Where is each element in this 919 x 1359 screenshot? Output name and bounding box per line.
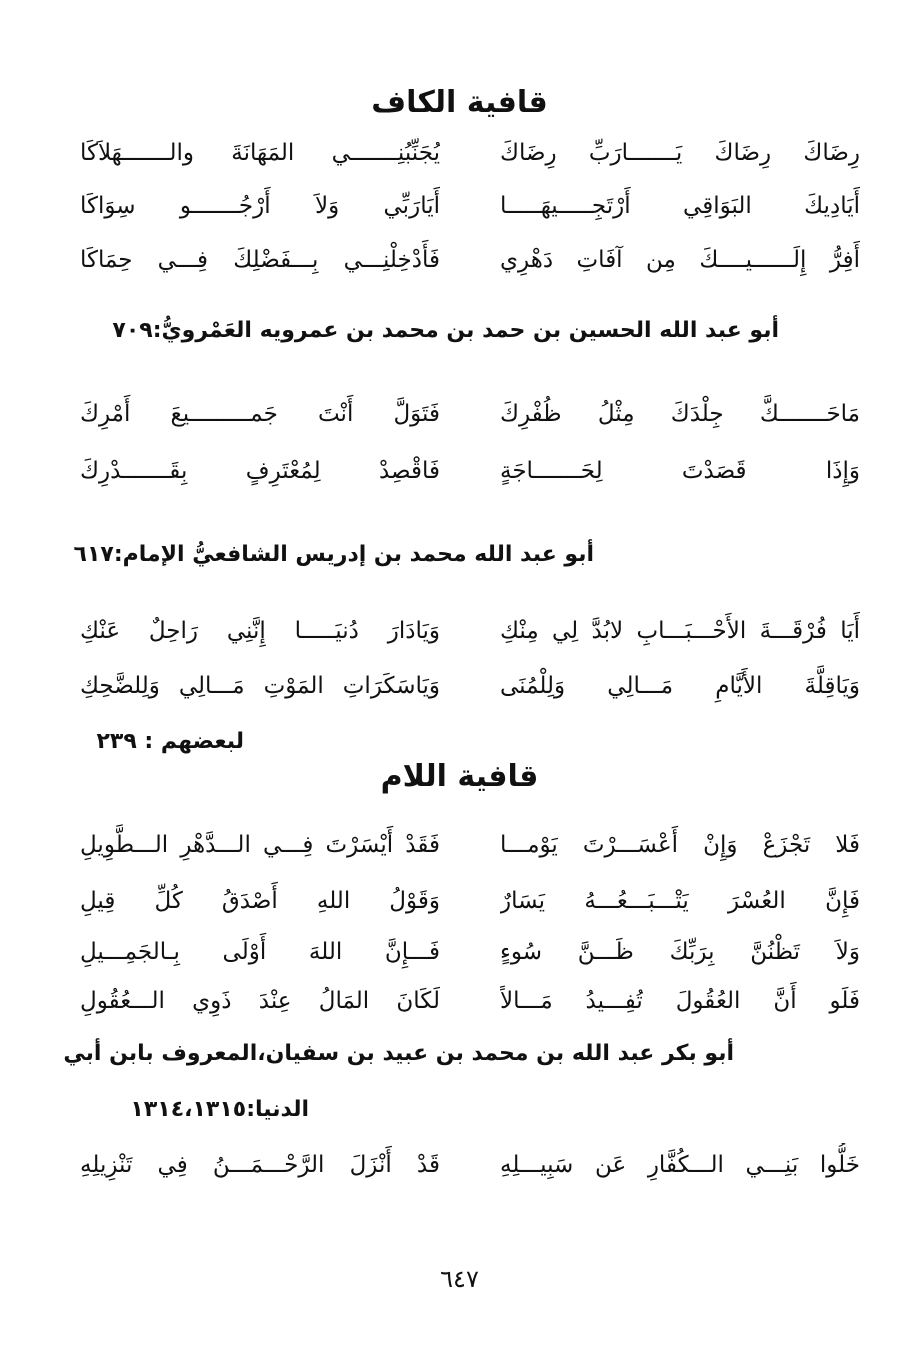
verse-second-hemistich: يُجَنِّبُنِـــــــي المَهَانَةَ والـــــــهَلاَكَا	[80, 140, 440, 166]
poet-heading-shafii: أبو عبد الله محمد بن إدريس الشافعيُّ الإمام:٦١٧	[73, 542, 594, 567]
verse-first-hemistich: أَيَا فُرْقَـــةَ الأَحْـــبَـــابِ لابُدَّ لِي مِنْكِ	[500, 618, 860, 644]
verse-row	[80, 238, 860, 282]
verse-second-hemistich: فَأَدْخِلْنِـــي بِـــفَضْلِكَ فِـــي حِمَاكَا	[80, 247, 440, 273]
verse-row	[80, 609, 860, 653]
poet-heading-ibn-abi-dunya: أبو بكر عبد الله بن محمد بن عبيد بن سفيان،المعروف بابن أبي	[63, 1041, 734, 1066]
verse-second-hemistich: وَقَوْلُ اللهِ أَصْدَقُ كُلِّ قِيلِ	[80, 888, 440, 914]
verse-first-hemistich: فَلا تَجْزَعْ وَإِنْ أَعْسَـــرْتَ يَوْمـــا	[500, 832, 860, 858]
verse-row	[80, 930, 860, 974]
verse-row	[80, 392, 860, 436]
verse-second-hemistich: فَتَوَلَّ أَنْتَ جَمـــــــــيعَ أَمْرِكَ	[80, 401, 440, 427]
verse-second-hemistich: قَدْ أَنْزَلَ الرَّحْـــمَـــنُ فِي تَنْزِيلِهِ	[80, 1152, 440, 1178]
verse-first-hemistich: أَيَادِيكَ البَوَاقِي أَرْتَجِـــــيهَـــــا	[500, 193, 860, 219]
verse-first-hemistich: أَفِرُّ إِلَــــــيــــكَ مِن آفَاتِ دَهْرِي	[500, 247, 860, 273]
verse-second-hemistich: وَيَادَارَ دُنيَـــــا إِنَّنِي رَاحِلٌ عَنْكِ	[80, 618, 440, 644]
verse-second-hemistich: وَيَاسَكَرَاتِ المَوْتِ مَـــالِي وَلِلضَّحِكِ	[80, 673, 440, 699]
verse-row	[80, 184, 860, 228]
verse-row	[80, 979, 860, 1023]
verse-first-hemistich: وَإِذَا قَصَدْتَ لِحَـــــــاجَةٍ	[500, 458, 860, 484]
verse-first-hemistich: وَلاَ تَظْنُنَّ بِرَبِّكَ ظَـــنَّ سُوءٍ	[500, 939, 860, 965]
verse-first-hemistich: رِضَاكَ رِضَاكَ يَـــــــارَبِّ رِضَاكَ	[500, 140, 860, 166]
verse-row	[80, 664, 860, 708]
page-number: ٦٤٧	[440, 1265, 479, 1293]
verse-row	[80, 131, 860, 175]
verse-first-hemistich: مَاحَـــــــكَّ جِلْدَكَ مِثْلُ ظُفْرِكَ	[500, 401, 860, 427]
verse-first-hemistich: وَيَاقِلَّةَ الأَيَّامِ مَـــالِي وَلِلْمُنَى	[500, 673, 860, 699]
verse-row	[80, 1143, 860, 1187]
verse-row	[80, 449, 860, 493]
verse-row	[80, 879, 860, 923]
verse-second-hemistich: فَاقْصِدْ لِمُعْتَرِفٍ بِقَـــــــدْرِكَ	[80, 458, 440, 484]
verse-first-hemistich: فَلَو أَنَّ العُقُولَ تُفِـــيدُ مَـــالاً	[500, 988, 860, 1014]
verse-second-hemistich: فَقَدْ أَيْسَرْتَ فِـــي الـــدَّهْرِ الـــطَّوِيلِ	[80, 832, 440, 858]
poet-heading-ibn-abi-dunya-ref: الدنيا:١٣١٤،١٣١٥	[130, 1097, 309, 1122]
verse-first-hemistich: خَلُّوا بَنِـــي الـــكُفَّارِ عَن سَبِيـــلِهِ	[500, 1152, 860, 1178]
verse-row	[80, 823, 860, 867]
section-title-kaf: قافية الكاف	[371, 85, 548, 120]
poet-heading-amrawi: أبو عبد الله الحسين بن حمد بن محمد بن عمرويه العَمْرويُّ:٧٠٩	[112, 318, 779, 343]
verse-second-hemistich: أَيَارَبِّي وَلاَ أَرْجُـــــــو سِوَاكَا	[80, 193, 440, 219]
verse-second-hemistich: لَكَانَ المَالُ عِنْدَ ذَوِي الـــعُقُولِ	[80, 988, 440, 1014]
poet-heading-anonymous: لبعضهم : ٢٣٩	[96, 729, 244, 754]
verse-second-hemistich: فَـــإِنَّ اللهَ أَوْلَى بِـالجَمِـــيلِ	[80, 939, 440, 965]
verse-first-hemistich: فَإِنَّ العُسْرَ يَتْـــبَـــعُـــهُ يَسَارٌ	[500, 888, 860, 914]
section-title-lam: قافية اللام	[380, 759, 539, 794]
